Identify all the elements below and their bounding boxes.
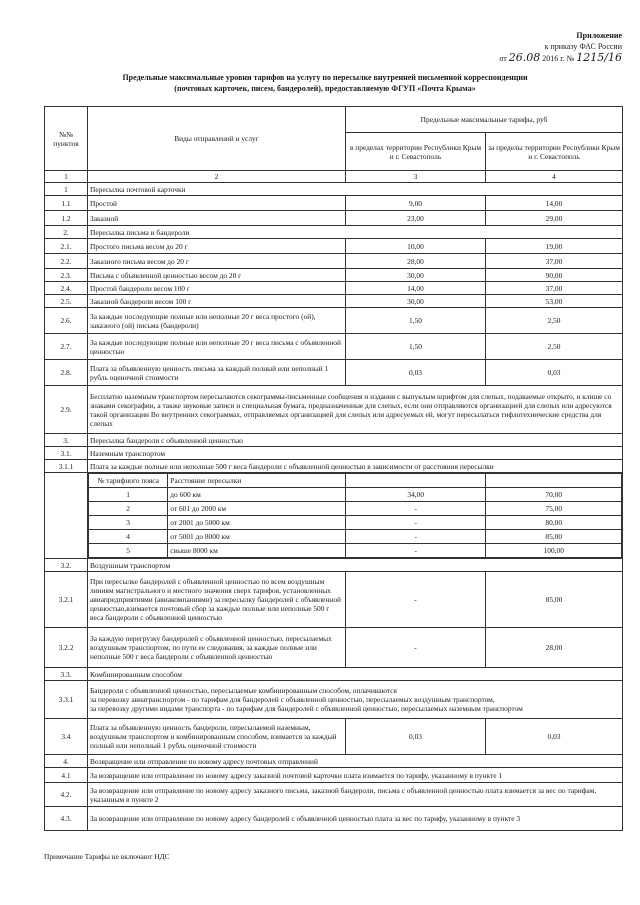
zone-row: 3 от 2001 до 5000 км - 80,00 [89,516,622,530]
table-row: 3.3. Комбинированным способом [45,668,623,681]
table-row: 2.6. За каждые последующие полные или неполные 20 г веса простого (ой), заказного (ой) письма (бандероли) 1,50 2,50 [45,308,623,334]
handwritten-date: 26.08 [508,51,541,64]
table-row: 4.2. За возвращение или отправление по новому адресу заказного письма, заказной бандероли, письма с объявленной ценностью плата взимается за вес по тарифам, указанным в пункте 2 [45,783,623,807]
zone-row: 1 до 600 км 34,00 70,00 [89,488,622,502]
table-row: 4.1 За возвращение или отправление по новому адресу заказной почтовой карточки плата взимается по тарифу, указанному в пункте 1 [45,768,623,783]
table-row: 2.1. Простого письма весом до 20 г 10,00 19,00 [45,239,623,254]
distance-header: Расстояние пересылки [168,474,346,488]
table-row: 3.3.1 Бандероли с объявленной ценностью, пересылаемые комбинированным способом, оплачиваются за перевозку авиатранспортом - по тарифам для бандеролей с объявленной ценностью, пересылаемых воздушным транспортом, за перевозку другими видами транспорта - по тарифам для бандеролей с объявленной ценностью, пересылаемых наземным транспортом [45,681,623,719]
table-row: 4.3. За возвращение или отправление по новому адресу бандеролей с объявленной ценностью плата за вес по тарифу, указанному в пункте 3 [45,807,623,831]
table-row: 3.1. Наземным транспортом [45,447,623,460]
header-kinds: Виды отправлений и услуг [88,107,346,171]
zone-subtable-row [45,473,623,559]
document-title: Предельные максимальные уровни тарифов на услугу по пересылке внутренней письменной корреспонденции (почтовых карточек, писем, бандеролей), предоставляемую ФГУП «Почта Крыма» [122,73,528,93]
header-num: №№ пунктов [45,107,88,171]
table-row: 1.2 Заказной 23,00 29,00 [45,211,623,226]
appendix-label: Приложение [576,31,622,40]
table-row: 3. Пересылка бандероли с объявленной ценностью [45,434,623,447]
table-row: 1 Пересылка почтовой карточки [45,183,623,196]
table-row: 2.5. Заказной бандероли весом 100 г 30,00 53,00 [45,295,623,308]
table-row: 4. Возвращение или отправление по новому адресу почтовых отправлений [45,755,623,768]
table-row: 3.2.2 За каждую перегрузку бандеролей с объявленной ценностью, пересылаемых воздушным транспортом, по пути ее следования, за каждые полные или неполные 500 г веса бандероли с объявленной ценностью - 28,00 [45,628,623,668]
table-row: 2.3. Письма с объявленной ценностью весом до 20 г 30,00 90,00 [45,269,623,282]
header-inside: в пределах территории Республики Крым и г. Севастополь [346,133,486,171]
table-row: 2.7. За каждые последующие полные или неполные 20 г веса письма с объявленной ценностью 1,50 2,50 [45,334,623,360]
table-header-row [45,107,623,133]
zone-row: 4 от 5001 до 8000 км - 85,00 [89,530,622,544]
header-outside: за пределы территории Республики Крым и г. Севастополь [486,133,623,171]
table-row: 3.2. Воздушным транспортом [45,559,623,572]
table-row: 2.4. Простой бандероли весом 100 г 14,00 37,00 [45,282,623,295]
table-row: 2. Пересылка письма и бандероли [45,226,623,239]
handwritten-number: 1215/16 [576,51,622,64]
table-row: 2.2. Заказного письма весом до 20 г 28,00 37,00 [45,254,623,269]
table-row: 3.4 Плата за объявленную ценность бандероли, пересылаемой наземным, воздушным транспортом и комбинированным способом, взимается за каждый полный или неполный 1 рубль оценочной стоимости 0,03 0,03 [45,719,623,755]
order-date-number: от 26.08 2016 г. № 1215/16 [499,51,622,64]
footnote: Примечание Тарифы не включают НДС [44,852,170,861]
table-row: 2.8. Плата за объявленную ценность письма за каждый полный или неполный 1 рубль оценочной стоимости 0,03 0,03 [45,360,623,386]
zone-subtable [88,473,622,558]
table-row: 3.2.1 При пересылке бандеролей с объявленной ценностью по всем воздушным линиям магистрального и местного значения сверх тарифов, установленных авиапредприятиями (авиакомпаниями) за пересылку бандеролей с объявленной ценностью,взимается почтовый сбор за каждые полные или неполные 500 г веса бандероли с объявленной ценностью - 85,00 [45,572,623,628]
tariff-table [44,106,623,831]
column-number-row: 1 2 3 4 [45,171,623,183]
zone-row: 2 от 601 до 2000 км - 75,00 [89,502,622,516]
zone-header: № тарифного пояса [89,474,168,488]
order-reference [499,30,622,64]
table-row: 2.9. Бесплатно наземным транспортом пересылаются секограммы-письменные сообщения и издания с выпуклым шрифтом для слепых, подаваемые открыто, и клише со знаками секографии, а также звуковые записи и специальная бумага, предназначенные для слепых, если они отправляются организацией для слепых или адресуются такой организации Во внутренних секограммах, отправляемых организацией для слепых или адресуемых ей, могут пересылаться тифлотехнические средства для слепых [45,386,623,434]
table-row: 1.1 Простой 9,00 14,00 [45,196,623,211]
header-tariffs: Предельные максимальные тарифы, руб [346,107,623,133]
zone-row: 5 свыше 8000 км - 100,00 [89,544,622,558]
order-label: к приказу ФАС России [544,42,622,51]
table-row: 3.1.1 Плата за каждые полные или неполные 500 г веса бандероли с объявленной ценностью в зависимости от расстояния пересылки [45,460,623,473]
